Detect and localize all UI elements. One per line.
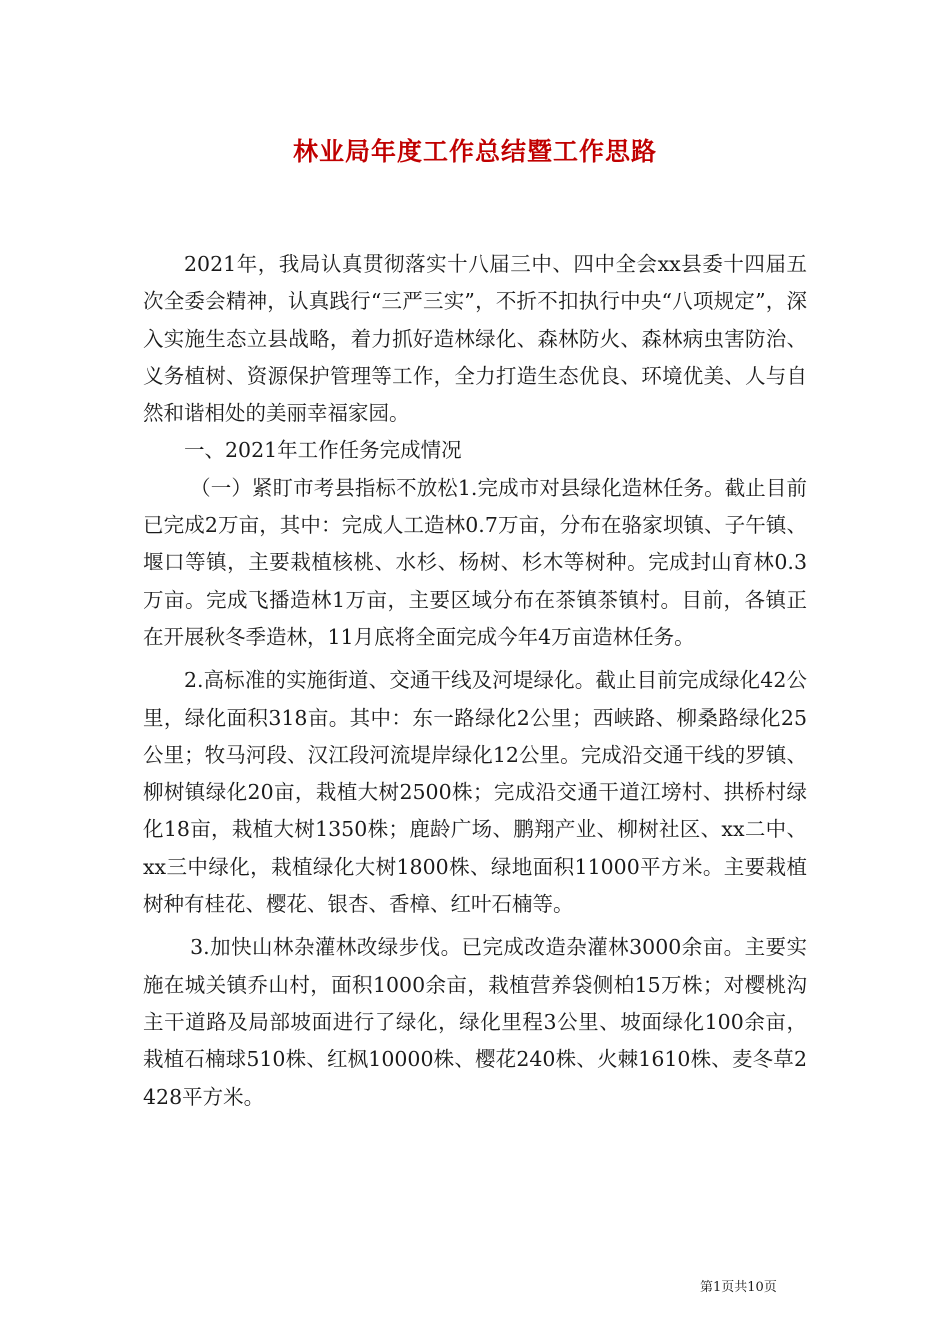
intro-paragraph: 2021年，我局认真贯彻落实十八届三中、四中全会xx县委十四届五次全委会精神，认真践行“三严三实”，不折不扣执行中央“八项规定”，深入实施生态立县战略，着力抓好造林绿化、森林防火、森林病虫害防治、义务植树、资源保护管理等工作，全力打造生态优良、环境优美、人与自然和谐相处的美丽幸福家园。 [143,252,807,426]
shrubland-paragraph-3: 3.加快山林杂灌林改绿步伐。已完成改造杂灌林3000余亩。主要实施在城关镇乔山村，面积1000余亩，栽植营养袋侧柏15万株；对樱桃沟主干道路及局部坡面进行了绿化，绿化里程3公里、坡面绿化100余亩，栽植石楠球510株、红枫10000株、樱花240株、火棘1610株、麦冬草2428平方米。 [143,935,807,1109]
document-title: 林业局年度工作总结暨工作思路 [292,137,657,166]
page-number-footer: 第1页共10页 [700,1280,777,1295]
section-heading-1: 一、2021年工作任务完成情况 [184,438,462,463]
document-body [143,246,807,1116]
subsection-paragraph-1: （一）紧盯市考县指标不放松1.完成市对县绿化造林任务。截止目前已完成2万亩，其中：完成人工造林0.7万亩，分布在骆家坝镇、子午镇、堰口等镇，主要栽植核桃、水杉、杨树、杉木等树种。完成封山育林0.3万亩。完成飞播造林1万亩，主要区域分布在茶镇茶镇村。目前，各镇正在开展秋冬季造林，11月底将全面完成今年4万亩造林任务。 [143,475,807,649]
greening-paragraph-2: 2.高标准的实施街道、交通干线及河堤绿化。截止目前完成绿化42公里，绿化面积318亩。其中：东一路绿化2公里；西峡路、柳桑路绿化25公里；牧马河段、汉江段河流堤岸绿化12公里。完成沿交通干线的罗镇、柳树镇绿化20亩，栽植大树2500株；完成沿交通干道江塝村、拱桥村绿化18亩，栽植大树1350株；鹿龄广场、鹏翔产业、柳树社区、xx二中、xx三中绿化，栽植绿化大树1800株、绿地面积11000平方米。主要栽植树种有桂花、樱花、银杏、香樟、红叶石楠等。 [143,668,807,917]
